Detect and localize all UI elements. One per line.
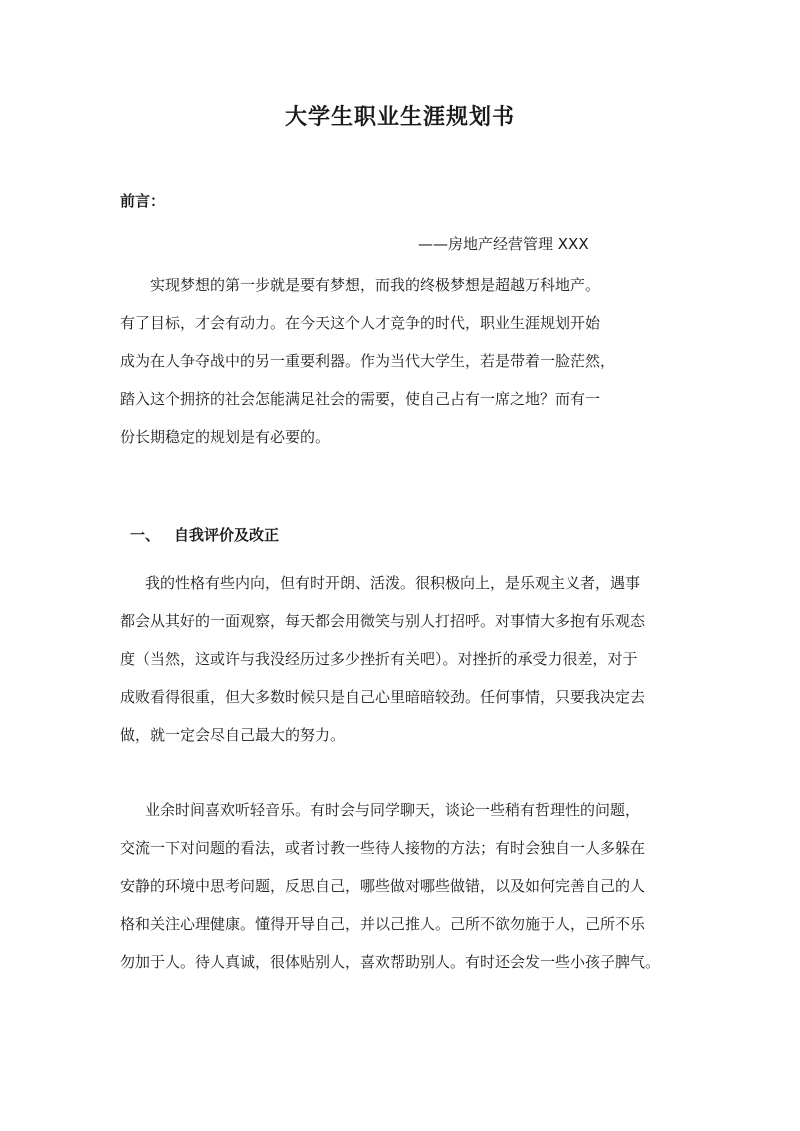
text-line: 实现梦想的第一步就是要有梦想，而我的终极梦想是超越万科地产。 [150,276,601,294]
text-line: 成为在人争夺战中的另一重要利器。作为当代大学生，若是带着一脸茫然， [120,352,616,370]
text-line: 勿加于人。待人真诚，很体贴别人，喜欢帮助别人。有时还会发一些小孩子脾气。 [120,953,661,971]
text-line: 我的性格有些内向，但有时开朗、活泼。很积极向上，是乐观主义者，遇事 [145,574,641,592]
text-line: 做，就一定会尽自己最大的努力。 [120,726,346,744]
section-paragraph-1 [120,564,682,754]
preface-label: 前言： [120,192,166,210]
preface-byline: ——房地产经营管理 XXX [418,235,589,253]
section-number: 一、 [130,526,161,544]
text-line: 交流一下对问题的看法，或者讨教一些待人接物的方法；有时会独自一人多躲在 [120,839,646,857]
text-line: 格和关注心理健康。懂得开导自己，并以己推人。己所不欲勿施于人，己所不乐 [120,915,646,933]
text-line: 份长期稳定的规划是有必要的。 [120,428,331,446]
section-title: 自我评价及改正 [174,526,280,544]
text-line: 安静的环境中思考问题，反思自己，哪些做对哪些做错，以及如何完善自己的人 [120,877,646,895]
section-heading [130,524,279,545]
text-line: 成败看得很重，但大多数时候只是自己心里暗暗较劲。任何事情，只要我决定去 [120,688,646,706]
text-line: 业余时间喜欢听轻音乐。有时会与同学聊天，谈论一些稍有哲理性的问题， [145,801,641,819]
text-line: 都会从其好的一面观察，每天都会用微笑与别人打招呼。对事情大多抱有乐观态 [120,612,646,630]
document-title: 大学生职业生涯规划书 [284,105,515,130]
text-line: 有了目标，才会有动力。在今天这个人才竞争的时代，职业生涯规划开始 [120,314,601,332]
preface-paragraph [120,266,682,456]
text-line: 踏入这个拥挤的社会怎能满足社会的需要，使自己占有一席之地？而有一 [120,390,601,408]
section-paragraph-2 [120,791,682,981]
text-line: 度（当然，这或许与我没经历过多少挫折有关吧）。对挫折的承受力很差，对于 [120,650,638,668]
